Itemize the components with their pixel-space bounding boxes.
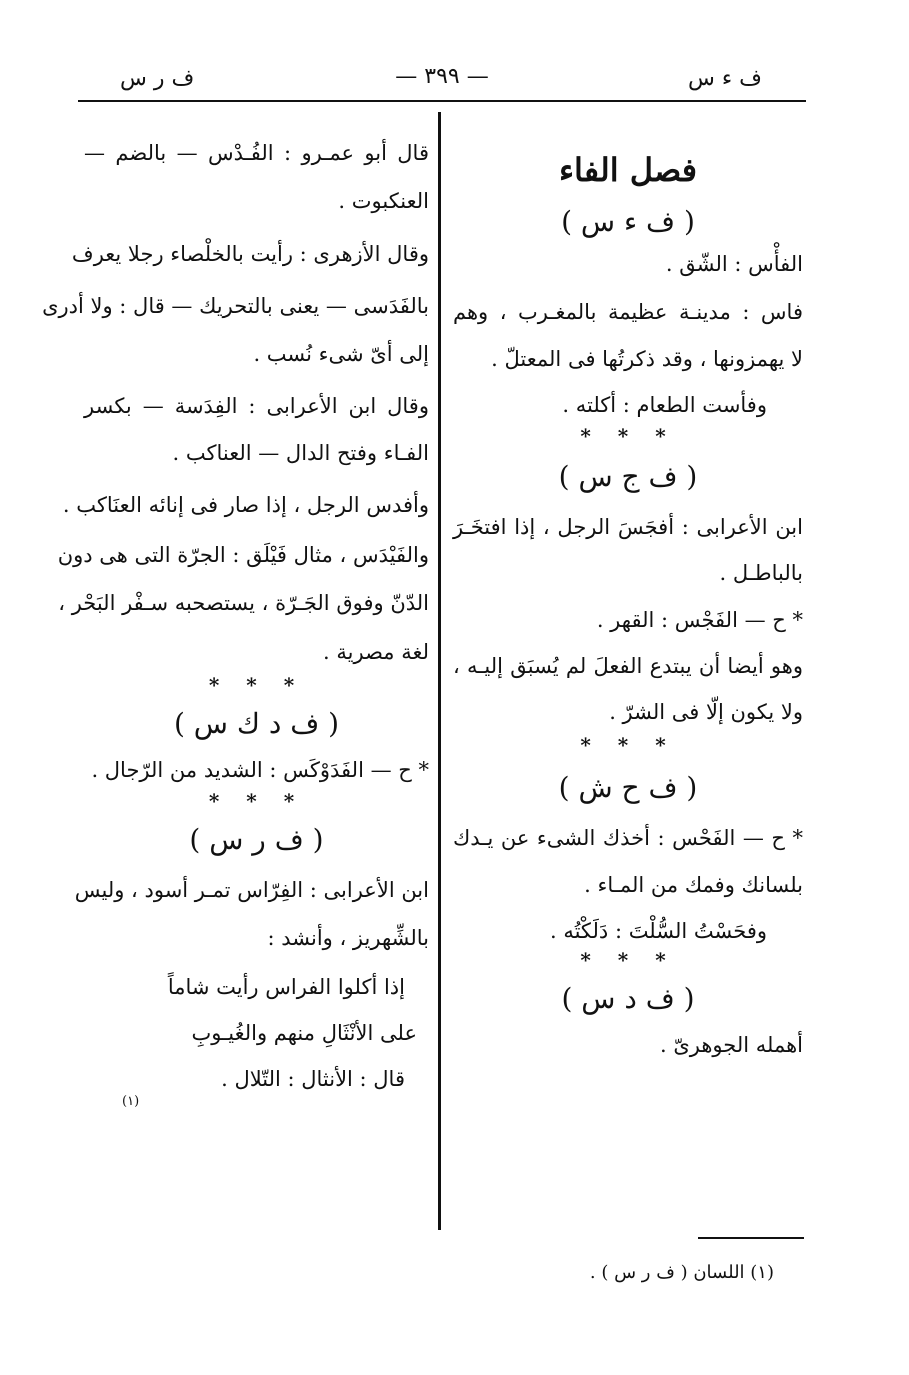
entry-line: وفحَسْتُ السُّلْتَ : دَلَكْتُه . bbox=[549, 918, 767, 943]
header-rule bbox=[78, 100, 806, 102]
left-column bbox=[42, 130, 429, 1092]
header-root-right: ف ء س bbox=[688, 66, 762, 91]
entry-line: ابن الأعرابى : الفِرّاس تمـر أسود ، وليس bbox=[74, 878, 429, 902]
entry-line: العنكبوت . bbox=[338, 189, 429, 214]
footnote-rule bbox=[698, 1237, 804, 1239]
entry-line: ابن الأعرابى : أفجَسَ الرجل ، إذا افتخَـرَ bbox=[453, 515, 803, 539]
header-root-left: ف ر س bbox=[120, 66, 195, 91]
entry-line: إلى أىّ شىء نُسب . bbox=[253, 342, 429, 366]
entry-line: وهو أيضا أن يبتدع الفعلَ لم يُسبَق إليـه ، bbox=[453, 653, 803, 678]
entry-line: فاس : مدينـة عظيمة بالمغـرب ، وهم bbox=[453, 300, 803, 325]
verse-line: إذا أكلوا الفراس رأيت شاماً bbox=[167, 974, 405, 999]
separator-stars: * * * bbox=[580, 733, 676, 758]
entry-line: * ح — الفَحْس : أخذك الشىء عن يـدك bbox=[453, 826, 803, 851]
footnote-marker: (١) bbox=[122, 1094, 140, 1109]
column-divider bbox=[438, 112, 441, 1230]
entry-line: لغة مصرية . bbox=[323, 639, 429, 664]
page-header bbox=[78, 62, 806, 96]
entry-line: وفأست الطعام : أكلته . bbox=[562, 392, 767, 417]
right-column bbox=[453, 130, 803, 1058]
entry-line: والفَيْدَس ، مثال فَيْلَق : الجرّة التى هى دون bbox=[57, 543, 429, 567]
entry-line: وأفدس الرجل ، إذا صار فى إنائه العنَاكب . bbox=[62, 492, 429, 517]
entry-line: ولا يكون إلّا فى الشرّ . bbox=[609, 700, 803, 724]
entry-line: قال : الأنثال : التّلال . bbox=[221, 1067, 405, 1091]
entry-line: بلسانك وفمك من المـاء . bbox=[584, 872, 803, 897]
entry-line: بالباطـل . bbox=[719, 561, 803, 586]
verse-line: على الأنْثَالِ منهم والغُيـوبِ bbox=[191, 1020, 417, 1045]
entry-line: قال أبو عمـرو : الفُـدْس — بالضم — bbox=[84, 141, 429, 165]
root-heading: ( ف ح ش ) bbox=[558, 771, 698, 805]
footnote: (١) اللسان ( ف ر س ) . bbox=[589, 1262, 774, 1283]
section-title: فصل الفاء bbox=[558, 151, 698, 189]
entry-line: الفـاء وفتح الدال — العناكب . bbox=[172, 440, 429, 465]
root-heading: ( ف د ك س ) bbox=[173, 706, 340, 740]
separator-stars: * * * bbox=[580, 424, 676, 448]
entry-line: بالفَدَسى — يعنى بالتحريك — قال : ولا أدرى bbox=[42, 293, 429, 318]
root-heading: ( ف ء س ) bbox=[561, 205, 695, 238]
entry-line: الدّنّ وفوق الجَـرّة ، يستصحبه سـفْر البَحْر ، bbox=[58, 591, 429, 616]
entry-line: بالشِّهريز ، وأنشد : bbox=[267, 926, 429, 951]
entry-line: وقال الأزهرى : رأيت بالخلْصاء رجلا يعرف bbox=[71, 241, 429, 266]
root-heading: ( ف د س ) bbox=[561, 982, 695, 1015]
entry-line: لا يهمزونها ، وقد ذكرتُها فى المعتلّ . bbox=[491, 346, 803, 371]
entry-line: أهمله الجوهرىّ . bbox=[659, 1033, 803, 1057]
entry-line: * ح — الفَدَوْكَس : الشديد من الرّجال . bbox=[91, 757, 429, 782]
page-number: — ٣٩٩ — bbox=[395, 64, 489, 89]
entry-line: الفأْس : الشّق . bbox=[665, 252, 803, 276]
root-heading: ( ف ر س ) bbox=[189, 823, 324, 856]
separator-stars: * * * bbox=[208, 789, 305, 813]
root-heading: ( ف ج س ) bbox=[558, 460, 698, 493]
entry-line: * ح — الفَجْس : القهر . bbox=[596, 607, 803, 632]
separator-stars: * * * bbox=[208, 672, 305, 697]
entry-line: وقال ابن الأعرابى : الفِدَسة — بكسر bbox=[84, 394, 429, 419]
separator-stars: * * * bbox=[580, 948, 676, 972]
